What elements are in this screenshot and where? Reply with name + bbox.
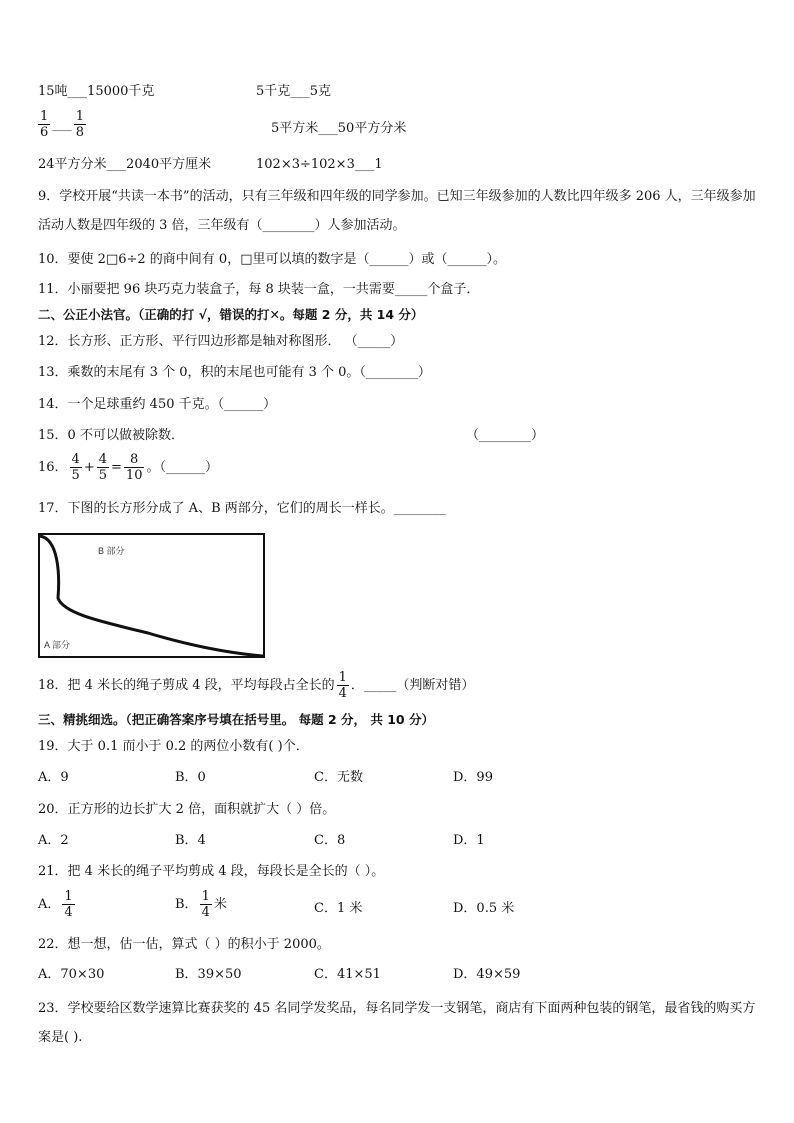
fraction: $\frac{8}{10}$ — [125, 452, 143, 483]
compare-row-2b: 5平方米___50平方分米 — [271, 121, 407, 136]
option-d: D．1 — [453, 833, 485, 848]
option-a: A．9 — [38, 770, 69, 785]
question-17: 17．下图的长方形分成了 A、B 两部分，它们的周长一样长。________ — [38, 501, 446, 516]
rectangle-figure — [38, 533, 266, 659]
option-c: C．41×51 — [314, 967, 381, 982]
option-a: A．2 — [38, 833, 69, 848]
fraction: $\frac{1}{6}$ — [40, 109, 49, 140]
compare-row-3b: 102×3÷102×3___1 — [256, 157, 383, 172]
compare-row-2a — [36, 109, 88, 140]
option-c: C．无数 — [314, 770, 363, 785]
compare-row-1a: 15吨___15000千克 — [38, 84, 155, 99]
question-21: 21．把 4 米长的绳子平均剪成 4 段，每段长是全长的（ ）。 — [38, 864, 385, 879]
section-3-heading: 三、精挑细选。（把正确答案序号填在括号里。 每题 2 分， 共 10 分） — [38, 712, 434, 727]
fraction: $\frac{1}{4}$ — [64, 889, 73, 920]
option-d: D．0.5 米 — [453, 901, 515, 916]
question-10: 10．要使 2□6÷2 的商中间有 0，□里可以填的数字是（______）或（______）。 — [38, 252, 506, 267]
compare-row-1b: 5千克___5克 — [256, 84, 332, 99]
option-b: B． $\frac{1}{4}$ 米 — [175, 889, 227, 920]
question-14: 14．一个足球重约 450 千克。（______） — [38, 397, 277, 412]
question-13: 13．乘数的末尾有 3 个 0，积的末尾也可能有 3 个 0。（________） — [38, 365, 431, 380]
question-15-blank: （________） — [466, 428, 545, 443]
option-a: A．70×30 — [38, 967, 105, 982]
question-16: 16． $\frac{4}{5}$ + $\frac{4}{5}$ = $\frac{8}{10}$ 。（______） — [38, 452, 218, 483]
fraction: $\frac{4}{5}$ — [98, 452, 108, 483]
option-b: B．0 — [175, 770, 206, 785]
dividing-curve — [40, 536, 263, 656]
question-22: 22．想一想，估一估，算式（ ）的积小于 2000。 — [38, 937, 330, 952]
question-9: 9．学校开展“共读一本书”的活动，只有三年级和四年级的同学参加。已知三年级参加的人数比四年级多 206 人，三年级参加活动人数是四年级的 3 倍，三年级有（________）人参加活动。 — [38, 189, 756, 233]
option-d: D．99 — [453, 770, 493, 785]
label-a: A 部分 — [44, 640, 71, 650]
question-11: 11．小丽要把 96 块巧克力装盒子，每 8 块装一盒，一共需要_____个盒子． — [38, 282, 480, 297]
fraction: $\frac{4}{5}$ — [71, 452, 80, 483]
question-12: 12．长方形、正方形、平行四边形都是轴对称图形． （_____） — [38, 334, 404, 349]
option-d: D．49×59 — [453, 967, 521, 982]
option-b: B．4 — [175, 833, 206, 848]
section-2-heading: 二、公正小法官。（正确的打 √，错误的打✕。每题 2 分，共 14 分） — [38, 307, 424, 322]
option-c: C．1 米 — [314, 901, 363, 916]
compare-blank: ___ — [52, 117, 72, 132]
question-20: 20．正方形的边长扩大 2 倍，面积就扩大（ ）倍。 — [38, 802, 336, 817]
question-15: 15．0 不可以做被除数． — [38, 428, 184, 443]
option-b: B．39×50 — [175, 967, 242, 982]
question-18: 18．把 4 米长的绳子剪成 4 段，平均每段占全长的 $\frac{1}{4}$ ．_____（判断对错） — [38, 670, 475, 701]
fraction: $\frac{1}{4}$ — [338, 670, 347, 701]
label-b: B 部分 — [98, 546, 125, 556]
compare-row-3a: 24平方分米___2040平方厘米 — [38, 157, 212, 172]
option-a: A． $\frac{1}{4}$ — [38, 889, 73, 920]
question-23: 23．学校要给区数学速算比赛获奖的 45 名同学发奖品，每名同学发一支钢笔，商店有下面两种包装的钢笔，最省钱的购买方案是( ). — [38, 1001, 756, 1045]
option-c: C．8 — [314, 833, 346, 848]
fraction: $\frac{1}{8}$ — [75, 109, 85, 140]
rectangle-outline — [39, 534, 264, 657]
fraction: $\frac{1}{4}$ — [201, 889, 210, 920]
question-19: 19．大于 0.1 而小于 0.2 的两位小数有( )个． — [38, 739, 309, 754]
